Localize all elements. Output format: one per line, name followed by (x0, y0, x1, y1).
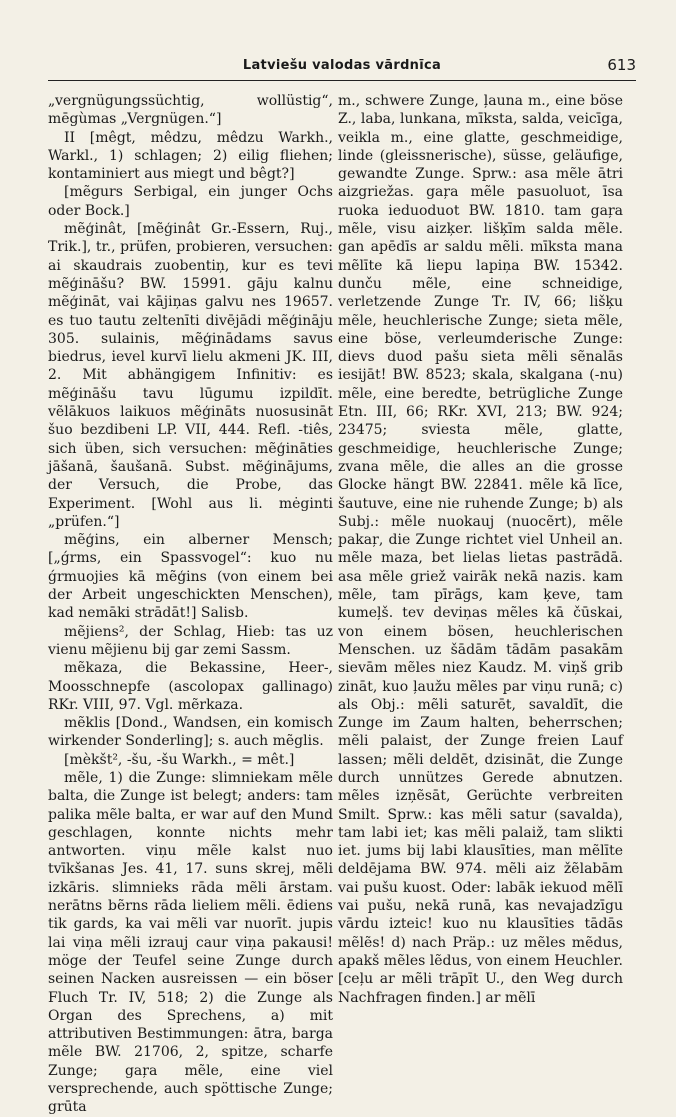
entry-mejiens: mẽjiens², der Schlag, Hieb: tas uz vienu mẽjienu bij gar zemi Sassm. (48, 623, 333, 658)
running-head: Latviešu valodas vārdnīca (242, 58, 442, 73)
entry-meginat: mẽģinât, [mẽģinât Gr.-Essern, Ruj., Trik.], tr., prüfen, probieren, versuchen: ai skaudrais zuobentiņ, kur es tevi mẽģināšu? BW. 15991. gāju kalnu mẽģināt, vai kājiņas galvu nes 19657. es tuo tautu zeltenīti divējādi mẽģināju 305. sulainis, mẽģinādams savus biedrus, ievel kurvī lielu akmeni JK. III, 2. Mit abhängigem Infinitiv: es mẽģināšu tavu lūgumu izpildīt. vẽlākuos laikuos mẽģināts nuosusināt šuo bezdibeni LP. VII, 444. Refl. -tiês, sich üben, sich versuchen: mẽģināties jāšanā, šaušanā. Subst. mẽģinājums, der Versuch, die Probe, das Experiment. [Wohl aus li. mėginti „prüfen.“] (48, 221, 333, 530)
page-number: 613 (607, 56, 636, 74)
entry-meklis: mẽklis [Dond., Wandsen, ein komisch wirkender Sonderling]; s. auch mẽglis. (48, 715, 333, 750)
entry-mele-continued: m., schwere Zunge, ļauna m., eine böse Z., laba, lunkana, mīksta, salda, veicīga, veikla m., eine glatte, geschmeidige, linde (gleissnerische), süsse, geläufige, gewandte Zunge. Sprw.: asa mẽle ātri aizgriežas. gaŗa mẽle pasuoluot, īsa ruoka ieduoduot BW. 1810. tam gaŗa mẽle, visu aizķer. lišķīm salda mẽle. gan apēdīs ar saldu mẽli. mīksta mana mẽlīte kā liepu lapiņa BW. 15342. dunču mẽle, eine schneidige, verletzende Zunge Tr. IV, 66; lišķu mẽle, heuchlerische Zunge; sieta mẽle, eine böse, verleumderische Zunge: dievs duod pašu sieta mẽli sẽnalās iesijāt! BW. 8523; skala, skalgana (-nu) mẽle, eine beredte, betrügliche Zunge Etn. III, 66; RKr. XVI, 213; BW. 924; 23475; sviesta mẽle, glatte, geschmeidige, heuchlerische Zunge; zvana mẽle, die alles an die grosse Glocke hängt BW. 22841. mẽle kā līce, šautuve, eine nie ruhende Zunge; b) als Subj.: mẽle nuokauj (nuocẽrt), mẽle pakaŗ, die Zunge richtet viel Unheil an. mẽle maza, bet lielas lietas pastrādā. asa mẽle griež vairāk nekā nazis. kam mẽle, tam pīrāgs, kam ķeve, tam kumeļš. tev deviņas mẽles kā čūskai, von einem bösen, heuchlerischen Menschen. uz šādām tādām pasakām sievām mẽles niez Kaudz. M. viņš grib zināt, kuo ļaužu mẽles par viņu runā; c) als Obj.: mẽli saturēt, savaldīt, die Zunge im Zaum halten, beherrschen; mẽli palaist, der Zunge freien Lauf lassen; mẽli deldēt, dzisināt, die Zunge durch unnützes Gerede abnutzen. mẽles izņẽsāt, Gerüchte verbreiten Smilt. Sprw.: kas mẽli satur (savalda), tam labi iet; kas mẽli palaiž, tam slikti iet. jums bij labi klausīties, man mẽlīte deldējama BW. 974. mẽli aiz žẽlabām vai pušu kuost. Oder: labāk iekuod mẽlī vai pušu, nekā runā, kas nevajadzīgu vārdu izteic! kuo nu klausīties tādās mẽlẽs! d) nach Präp.: uz mẽles mẽdus, apakš mẽles lẽdus, von einem Heuchler. [ceļu ar mẽli trāpīt U., den Weg durch Nachfragen finden.] ar mẽlī (338, 93, 623, 1006)
entry-megt: II [mêgt, mêdzu, mêdzu Warkh., Warkl., 1) schlagen; 2) eilig fliehen; kontaminiert aus miegt und bêgt?] (48, 129, 333, 183)
entry-mekaza: mẽkaza, die Bekassine, Heer-, Moosschnepfe (ascolopax gallinago) RKr. VIII, 97. Vgl. mẽrkaza. (48, 660, 333, 713)
page-header (48, 58, 636, 82)
entry-megins: mẽģins, ein alberner Mensch; [„ǵrms, ein Spassvogel“: kuo nu ǵrmuojies kā mẽģins (von einem bei der Arbeit ungeschickten Menschen), kad nemāki strādāt!] Salisb. (48, 532, 333, 622)
header-rule (48, 80, 636, 81)
right-column (338, 92, 623, 1007)
entry-mele: mẽle, 1) die Zunge: slimniekam mẽle balta, die Zunge ist belegt; anders: tam palika mẽle balta, er war auf den Mund geschlagen, konnte nichts mehr antworten. viņu mẽle kalst nuo tvīkšanas Jes. 41, 17. suns skrej, mẽli izkāris. slimnieks rāda mẽli ārstam. nerātns bẽrns rāda lieliem mẽli. ēdiens tik gards, ka vai mẽli var nuorīt. jupis lai viņa mẽli izrauj caur viņa pakausi! möge der Teufel seine Zunge durch seinen Nacken ausreissen — ein böser Fluch Tr. IV, 518; 2) die Zunge als Organ des Sprechens, a) mit attributiven Bestimmungen: ātra, barga mẽle BW. 21706, 2, spitze, scharfe Zunge; gaŗa mẽle, eine viel versprechende, auch spöttische Zunge; grūta (48, 769, 333, 1116)
entry-megurs: [mẽgurs Serbigal, ein junger Ochs oder Bock.] (48, 184, 333, 219)
entry-continuation: „vergnügungssüchtig, wollüstig“, mēgùmas „Vergnügen.“] (48, 93, 333, 128)
entry-mekst: [mèkšt², -šu, -šu Warkh., = mêt.] (64, 751, 295, 768)
left-column (48, 92, 333, 1117)
